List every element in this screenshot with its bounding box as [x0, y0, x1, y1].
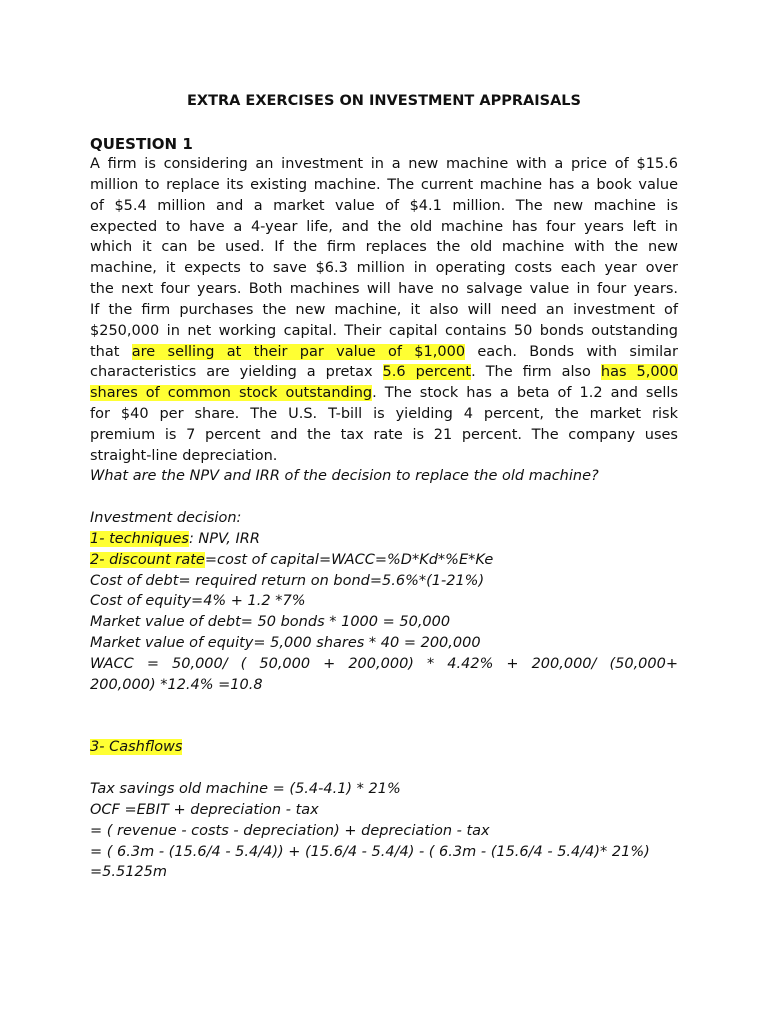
- question-paragraph: [90, 154, 678, 467]
- question-line: [90, 446, 678, 467]
- cost-of-equity-line: Cost of equity=4% + 1.2 *7%: [90, 593, 306, 610]
- techniques-text: : NPV, IRR: [188, 530, 260, 547]
- question-text: which it can be used. If the firm replaces the old machine with the new: [90, 239, 678, 256]
- market-value-equity-line: Market value of equity= 5,000 shares * 40 = 200,000: [90, 635, 481, 652]
- question-text: machine, it expects to save $6.3 million in operating costs each year over: [90, 260, 678, 277]
- question-line: [90, 383, 678, 404]
- question-text: straight-line depreciation.: [90, 447, 278, 464]
- question-line: [90, 404, 678, 425]
- cost-of-debt-line: Cost of debt= required return on bond=5.6%*(1-21%): [90, 572, 485, 589]
- question-line: [90, 196, 678, 217]
- question-line: [90, 300, 678, 321]
- discount-rate-line: [90, 550, 678, 571]
- discount-rate-text: =cost of capital=WACC=%D*Kd*%E*Ke: [204, 551, 494, 568]
- ocf-calculation-line: = ( 6.3m - (15.6/4 - 5.4/4)) + (15.6/4 - 5.4/4) - ( 6.3m - (15.6/4 - 5.4/4)* 21%): [90, 843, 650, 860]
- cashflows-block: [90, 737, 678, 758]
- wacc-line-1: WACC = 50,000/ ( 50,000 + 200,000) * 4.42% + 200,000/ (50,000+: [90, 655, 678, 672]
- question-line: [90, 258, 678, 279]
- cashflows-heading-line: [90, 737, 678, 758]
- question-line: [90, 175, 678, 196]
- ocf-definition-line: OCF =EBIT + depreciation - tax: [90, 801, 319, 818]
- question-text: A firm is considering an investment in a new machine with a price of $15.6: [90, 156, 678, 172]
- document-title: EXTRA EXERCISES ON INVESTMENT APPRAISALS: [187, 93, 581, 109]
- question-prompt: What are the NPV and IRR of the decision to replace the old machine?: [90, 468, 599, 484]
- question-line: [90, 217, 678, 238]
- question-text: . The stock has a beta of 1.2 and sells: [372, 385, 679, 402]
- question-text: that: [90, 343, 132, 360]
- question-line: [90, 237, 678, 258]
- cashflows-calc-block: [90, 779, 678, 883]
- wacc-line-2: 200,000) *12.4% =10.8: [90, 676, 263, 693]
- highlighted-text: has 5,000: [600, 364, 678, 381]
- question-text: each. Bonds with similar: [465, 343, 678, 360]
- highlighted-text: 5.6 percent: [382, 364, 472, 381]
- question-text: of $5.4 million and a market value of $4.1 million. The new machine is: [90, 197, 678, 214]
- ocf-expansion-line: = ( revenue - costs - depreciation) + depreciation - tax: [90, 822, 490, 839]
- investment-decision-block: [90, 508, 678, 696]
- techniques-line: [90, 529, 678, 550]
- market-value-debt-line: Market value of debt= 50 bonds * 1000 = 50,000: [90, 614, 451, 631]
- question-line: [90, 154, 678, 175]
- cashflows-heading: 3- Cashflows: [90, 739, 183, 755]
- question-line: [90, 321, 678, 342]
- question-line: [90, 342, 678, 363]
- ocf-result-line: =5.5125m: [90, 864, 168, 881]
- question-text: . The firm also: [471, 364, 601, 381]
- highlighted-text: are selling at their par value of $1,000: [131, 343, 466, 360]
- discount-rate-label: 2- discount rate: [90, 551, 205, 568]
- question-text: premium is 7 percent and the tax rate is 21 percent. The company uses: [90, 426, 678, 443]
- question-line: [90, 279, 678, 300]
- question-text: If the firm purchases the new machine, it also will need an investment of: [90, 301, 678, 318]
- question-text: for $40 per share. The U.S. T-bill is yielding 4 percent, the market risk: [90, 406, 678, 423]
- investment-decision-heading: Investment decision:: [90, 510, 242, 526]
- question-line: [90, 425, 678, 446]
- question-text: million to replace its existing machine. The current machine has a book value: [90, 176, 678, 193]
- question-prompt-block: [90, 466, 678, 487]
- question-line: [90, 362, 678, 383]
- question-heading: QUESTION 1: [90, 135, 193, 153]
- question-text: the next four years. Both machines will have no salvage value in four years.: [90, 281, 678, 298]
- question-text: characteristics are yielding a pretax: [90, 364, 383, 381]
- question-text: expected to have a 4-year life, and the old machine has four years left in: [90, 218, 678, 235]
- tax-savings-line: Tax savings old machine = (5.4-4.1) * 21%: [90, 781, 401, 797]
- techniques-label: 1- techniques: [90, 530, 189, 547]
- question-text: $250,000 in net working capital. Their capital contains 50 bonds outstanding: [90, 322, 678, 339]
- highlighted-text: shares of common stock outstanding: [90, 385, 373, 402]
